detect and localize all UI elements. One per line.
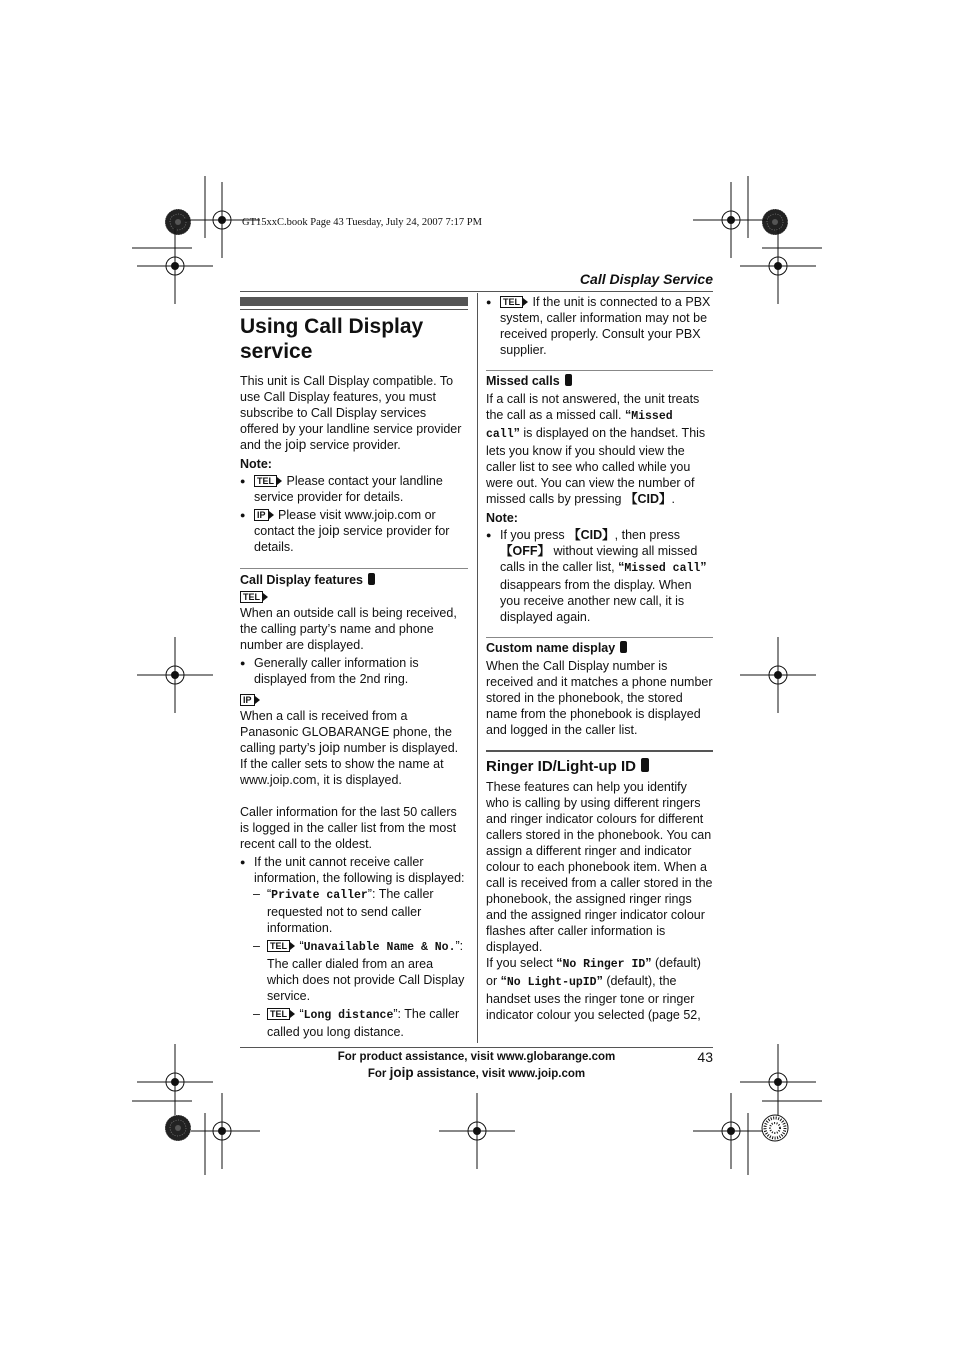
brand-name: joip bbox=[318, 523, 340, 538]
footer-line-1: For product assistance, visit www.globarange.com bbox=[337, 1051, 616, 1063]
note-text-end: service provider for details. bbox=[254, 524, 450, 554]
divider bbox=[486, 370, 713, 371]
footer-text: For bbox=[367, 1068, 387, 1080]
print-stamp: GT15xxC.book Page 43 Tuesday, July 24, 2007 7:17 PM bbox=[242, 217, 482, 228]
registration-mark-icon bbox=[137, 637, 213, 713]
tel-icon: TEL bbox=[254, 475, 277, 487]
note-text: If you press bbox=[500, 528, 565, 542]
ringer-text: These features can help you identify who is calling by using different ringers and ringer indicator colours for different callers stored in the phonebook. You can assign a different ringer and indicator colour to each phonebook item. When a call is received from a caller stored in the phonebook, the assigned ringer rings and the assigned ringer indicator colour flashes after caller information is displayed. bbox=[486, 780, 713, 954]
note-text: , then press bbox=[614, 528, 680, 542]
dash-text: : The caller requested not to send caller information. bbox=[267, 887, 434, 935]
divider bbox=[486, 637, 713, 638]
ringer-heading-text: Ringer ID/Light-up ID bbox=[486, 758, 636, 775]
note-item bbox=[240, 473, 468, 505]
footer bbox=[240, 1049, 713, 1082]
note-label: Note: bbox=[240, 457, 272, 471]
registration-mark-icon bbox=[184, 1093, 260, 1169]
column-divider bbox=[477, 293, 478, 1043]
custom-text: When the Call Display number is received and it matches a phone number stored in the phonebook, the stored name from the phonebook is displayed and logged in the caller list. bbox=[486, 659, 713, 737]
missed-heading bbox=[486, 373, 713, 389]
intro-text-end: service provider. bbox=[309, 438, 401, 452]
registration-star-icon bbox=[165, 209, 191, 235]
note-label: Note: bbox=[486, 511, 518, 525]
registration-mark-icon bbox=[740, 1044, 816, 1120]
custom-heading-text: Custom name display bbox=[486, 641, 616, 655]
tel-icon: TEL bbox=[240, 591, 263, 603]
registration-mark-icon bbox=[740, 228, 816, 304]
ip-text: When a call is received from a Panasonic GLOBARANGE phone, the calling party’s bbox=[240, 709, 452, 755]
divider bbox=[240, 568, 468, 569]
custom-heading bbox=[486, 640, 713, 656]
registration-mark-icon bbox=[740, 637, 816, 713]
page-number: 43 bbox=[697, 1049, 713, 1065]
dash-item: – “Private caller”: The caller requested not to send caller information. bbox=[253, 886, 468, 936]
unit-bullet: ● If the unit cannot receive caller information, the following is displayed: bbox=[240, 854, 468, 886]
dash-item: – TEL “Long distance”: The caller called you long distance. bbox=[253, 1006, 468, 1040]
cid-key: CID bbox=[637, 492, 659, 506]
registration-mark-icon bbox=[137, 228, 213, 304]
off-key: OFF bbox=[512, 544, 538, 558]
note-text: without viewing all missed calls in the caller list, bbox=[500, 544, 698, 574]
registration-star-icon bbox=[762, 209, 788, 235]
missed-heading-text: Missed calls bbox=[486, 374, 560, 388]
note-text: disappears from the display. When you receive another new call, it is displayed again. bbox=[500, 578, 692, 624]
footer-rule bbox=[240, 1047, 713, 1048]
ringer-heading bbox=[486, 757, 713, 776]
brand-name: joip bbox=[285, 437, 307, 452]
brand-name: joip bbox=[319, 740, 341, 755]
tel-icon: TEL bbox=[267, 1008, 290, 1020]
ringer-text-2: If you select “No Ringer ID” (default) or “No Light-upID” (default), the handset uses the ringer tone or ringer indicator colour you selected (page 52, bbox=[486, 956, 701, 1022]
ringer-text-part: If you select bbox=[486, 956, 553, 970]
brand-name: joip bbox=[389, 1065, 414, 1080]
features-ip-text bbox=[240, 708, 468, 788]
dash-item: – TEL “Unavailable Name & No.”: The caller dialed from an area which does not provide Call Display service. bbox=[253, 938, 468, 1004]
ringer-text-part: (default), the handset uses the ringer tone or ringer indicator colour you selected (page 52, bbox=[486, 974, 701, 1022]
handset-icon bbox=[565, 374, 572, 386]
ip-icon: IP bbox=[240, 694, 255, 706]
display-message: No Light-upID bbox=[506, 976, 597, 989]
display-message: Missed call bbox=[486, 410, 673, 441]
registration-star-icon bbox=[762, 1115, 788, 1141]
features-tel-bullet: ● Generally caller information is displayed from the 2nd ring. bbox=[240, 655, 468, 687]
running-header: Call Display Service bbox=[579, 271, 713, 287]
registration-star-icon bbox=[165, 1115, 191, 1141]
display-message: Missed call bbox=[624, 562, 701, 575]
features-tel-text: When an outside call is being received, the calling party’s name and phone number are displayed. bbox=[240, 606, 457, 652]
right-column bbox=[486, 294, 713, 1023]
display-message: Long distance bbox=[303, 1009, 394, 1022]
display-message: No Ringer ID bbox=[562, 958, 646, 971]
missed-text: If a call is not answered, the unit treats the call as a missed call. “Missed call” is displayed on the handset. This lets you know if you should view the caller list to see who called while you were out. You can view the number of missed calls by pressing 【CID】. bbox=[486, 392, 706, 506]
registration-mark-icon bbox=[693, 1093, 769, 1169]
pbx-note bbox=[486, 294, 713, 358]
handset-icon bbox=[620, 641, 627, 653]
intro-text: This unit is Call Display compatible. To use Call Display features, you must subscribe to Call Display services offered by your landline service provider and the bbox=[240, 374, 462, 452]
pbx-text: If the unit is connected to a PBX system, caller information may not be received properly. Consult your PBX supplier. bbox=[500, 295, 711, 357]
divider bbox=[486, 750, 713, 752]
ip-text-end: number is displayed. If the caller sets to show the name at www.joip.com, it is displayed. bbox=[240, 741, 459, 787]
dash-text: : The caller called you long distance. bbox=[267, 1007, 460, 1039]
footer-text: assistance, visit www.joip.com bbox=[416, 1068, 586, 1080]
registration-mark-icon bbox=[693, 182, 769, 258]
features-heading-text: Call Display features bbox=[240, 573, 363, 587]
features-heading bbox=[240, 572, 468, 588]
cid-key: CID bbox=[580, 528, 603, 542]
section-bar bbox=[240, 297, 468, 306]
handset-icon bbox=[368, 573, 375, 585]
note-text: Please visit www.joip.com or contact the bbox=[254, 508, 436, 538]
left-column bbox=[240, 297, 468, 1040]
ringer-text-part: (default) or bbox=[486, 956, 701, 988]
registration-mark-icon bbox=[137, 1044, 213, 1120]
missed-text-1: If a call is not answered, the unit treats the call as a missed call. bbox=[486, 392, 700, 422]
note-item bbox=[240, 507, 468, 555]
handset-icon bbox=[641, 758, 649, 772]
missed-text-2: is displayed on the handset. This lets you know if you should view the caller list to see who called while you were out. You can view the number of missed calls by pressing bbox=[486, 426, 706, 506]
log-text: Caller information for the last 50 callers is logged in the caller list from the most recent call to the oldest. bbox=[240, 805, 457, 851]
registration-mark-icon bbox=[439, 1093, 515, 1169]
tel-icon: TEL bbox=[500, 296, 523, 308]
display-message: Unavailable Name & No. bbox=[303, 941, 456, 954]
page-title: Using Call Display service bbox=[240, 315, 424, 363]
header-rule bbox=[240, 291, 713, 292]
tel-icon: TEL bbox=[267, 940, 290, 952]
missed-note: ● If you press 【CID】, then press 【OFF】 without viewing all missed calls in the caller list, “Missed call” disappears from the display. When you receive another new call, it is displayed again. bbox=[486, 527, 713, 625]
intro-paragraph bbox=[240, 373, 468, 453]
footer-line-2 bbox=[240, 1065, 713, 1082]
note-text: Please contact your landline service provider for details. bbox=[254, 474, 443, 504]
dash-text: : The caller dialed from an area which does not provide Call Display service. bbox=[267, 939, 465, 1003]
ip-icon: IP bbox=[254, 509, 269, 521]
display-message: Private caller bbox=[271, 889, 368, 902]
